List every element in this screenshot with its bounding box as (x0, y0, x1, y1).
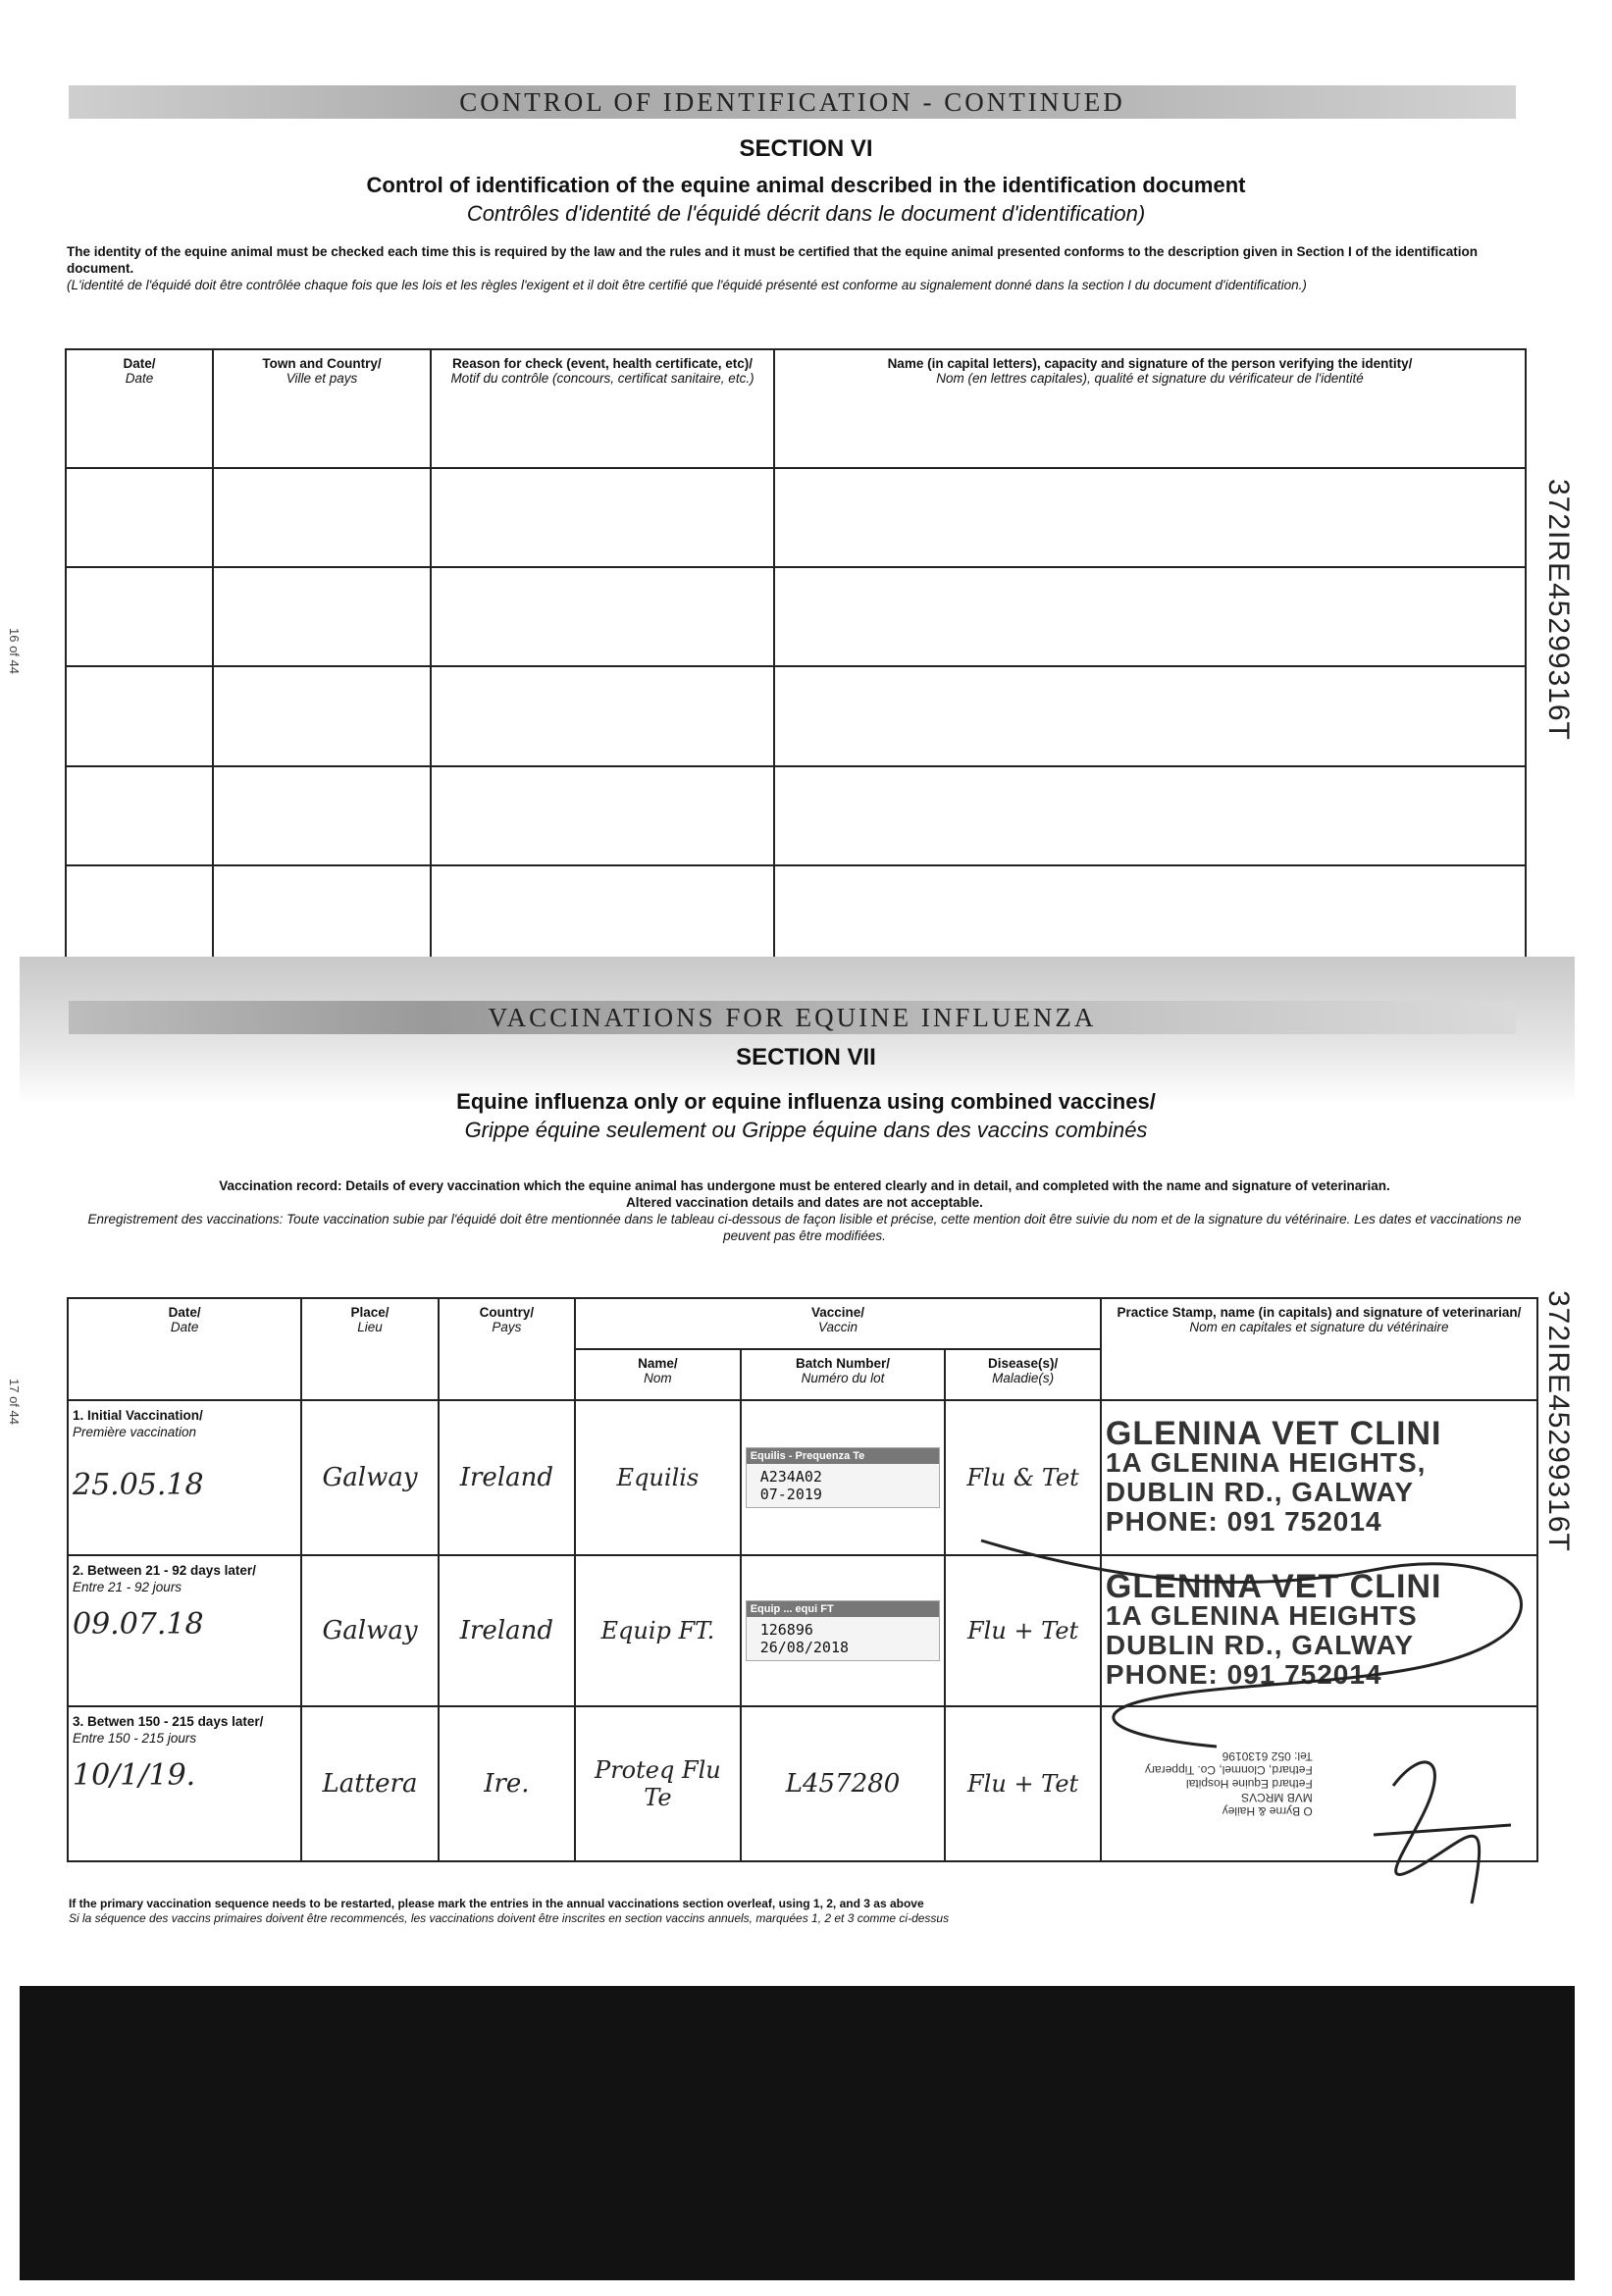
stamp-line: GLENINA VET CLINI (1105, 1568, 1442, 1605)
row2-vaccine: Equip FT. (575, 1555, 741, 1706)
col-batch: Batch Number/ Numéro du lot (741, 1349, 946, 1400)
col-verifier: Name (in capital letters), capacity and signature of the person verifying the identity/ Nom (en lettres capitales), qualité et signature du vérificateur de l'identité (774, 349, 1526, 468)
stamp-line: 1A GLENINA HEIGHTS, (1105, 1447, 1427, 1478)
stamp-line: PHONE: 091 752014 (1105, 1506, 1382, 1537)
row3-disease: Flu + Tet (945, 1706, 1101, 1861)
stamp-line: PHONE: 091 752014 (1105, 1659, 1382, 1690)
section6-heading: SECTION VI (739, 135, 873, 162)
batch-sticker (746, 1447, 941, 1508)
record-en: Vaccination record: Details of every vaccination which the equine animal has undergone must be entered clearly and in detail, and completed with the name and signature of veterinarian. (219, 1178, 1390, 1193)
page-number-bottom: 17 of 44 (7, 1379, 22, 1425)
footnote-fr: Si la séquence des vaccins primaires doivent être recommencés, les vaccinations doivent être inscrites en section vaccins annuels, marquées 1, 2 et 3 comme ci-dessus (69, 1911, 950, 1925)
record-en-2: Altered vaccination details and dates are not acceptable. (626, 1195, 983, 1210)
row2-batch-cell (741, 1555, 946, 1706)
row1-country: Ireland (439, 1400, 575, 1555)
section7-title-en: Equine influenza only or equine influenza using combined vaccines/ (456, 1089, 1156, 1114)
col-vaccine-name: Name/ Nom (575, 1349, 741, 1400)
col-town-country: Town and Country/ Ville et pays (213, 349, 431, 468)
col-vacc-place: Place/ Lieu (301, 1298, 438, 1400)
row3-date-cell: 3. Betwen 150 - 215 days later/ Entre 150 - 215 jours 10/1/19. (68, 1706, 301, 1861)
row1-place: Galway (301, 1400, 438, 1555)
section7-banner: VACCINATIONS FOR EQUINE INFLUENZA (69, 1001, 1516, 1034)
section7-heading: SECTION VII (736, 1044, 876, 1070)
col-date: Date/ Date (66, 349, 213, 468)
col-disease: Disease(s)/ Maladie(s) (945, 1349, 1101, 1400)
table-row (66, 766, 1526, 865)
table-row (66, 865, 1526, 965)
stamp-line: GLENINA VET CLINI (1105, 1415, 1442, 1452)
row1-batch: A234A02 (759, 1468, 822, 1486)
col-reason: Reason for check (event, health certificate, etc)/ Motif du contrôle (concours, certificat sanitaire, etc.) (431, 349, 774, 468)
scan-dark-area (20, 1986, 1575, 2280)
batch-sticker (746, 1600, 941, 1661)
col-vaccine: Vaccine/ Vaccin (575, 1298, 1101, 1349)
row2-date: 09.07.18 (73, 1607, 204, 1642)
row2-batch: 126896 (759, 1621, 813, 1639)
page-number-top: 16 of 44 (7, 628, 22, 674)
section6-instructions (67, 243, 1499, 293)
sticker-head: Equip ... equi FT (747, 1601, 940, 1617)
col-vet-stamp: Practice Stamp, name (in capitals) and signature of veterinarian/ Nom en capitales et signature du vétérinaire (1101, 1298, 1537, 1400)
row3-place: Lattera (301, 1706, 438, 1861)
row3-date: 10/1/19. (73, 1758, 196, 1793)
section6-instr-en: The identity of the equine animal must be checked each time this is required by the law and the rules and it must be certified that the equine animal presented conforms to the description given in Section I of the identification document. (67, 244, 1479, 276)
row1-date: 25.05.18 (73, 1468, 204, 1502)
section6-banner: CONTROL OF IDENTIFICATION - CONTINUED (69, 85, 1516, 119)
table-row (66, 468, 1526, 567)
side-id-top: 372IRE45299316T (1542, 479, 1575, 741)
sticker-head: Equilis - Prequenza Te (747, 1448, 940, 1464)
side-id-bottom: 372IRE45299316T (1542, 1290, 1575, 1552)
row3-batch: L457280 (741, 1706, 946, 1861)
veterinarian-signature (962, 1511, 1589, 1943)
row2-disease: Flu + Tet (945, 1555, 1101, 1706)
row1-batch-cell (741, 1400, 946, 1555)
identity-check-table (65, 348, 1527, 966)
row2-expiry: 26/08/2018 (759, 1639, 850, 1656)
row1-disease: Flu & Tet (945, 1400, 1101, 1555)
section7-title-fr: Grippe équine seulement ou Grippe équine dans des vaccins combinés (464, 1118, 1148, 1142)
section7-footnote (69, 1897, 1540, 1926)
row1-vaccine: Equilis (575, 1400, 741, 1555)
row2-country: Ireland (439, 1555, 575, 1706)
stamp-line: DUBLIN RD., GALWAY (1105, 1630, 1415, 1660)
stamp-line: 1A GLENINA HEIGHTS (1105, 1600, 1418, 1631)
row3-vaccine: Proteq Flu Te (575, 1706, 741, 1861)
row2-date-cell: 2. Between 21 - 92 days later/ Entre 21 - 92 jours 09.07.18 (68, 1555, 301, 1706)
row1-date-cell: 1. Initial Vaccination/ Première vaccination 25.05.18 (68, 1400, 301, 1555)
row2-place: Galway (301, 1555, 438, 1706)
section6-instr-fr: (L'identité de l'équidé doit être contrôlée chaque fois que les lois et les règles l'exigent et il doit être certifié que l'équidé présenté est conforme au signalement donné dans la section I du document d'identification.) (67, 278, 1307, 292)
section6-title-en: Control of identification of the equine animal described in the identification document (366, 173, 1246, 197)
upside-down-stamp: O Byrne & Hailey MVB MRCVS Fethard Equine Hospital Fethard, Clonmel, Co. Tipperary Tel: 052 6130196 (1144, 1749, 1313, 1818)
table-row (66, 666, 1526, 765)
stamp-line: DUBLIN RD., GALWAY (1105, 1477, 1415, 1507)
col-vacc-country: Country/ Pays (439, 1298, 575, 1400)
row3-country: Ire. (439, 1706, 575, 1861)
record-fr: Enregistrement des vaccinations: Toute vaccination subie par l'équidé doit être mentionnée dans le tableau ci-dessous de façon lisible et précise, cette mention doit être suivie du nom et de la signature du vétérinaire. Les dates et vaccinations ne peuvent pas être modifiées. (87, 1212, 1522, 1243)
row1-expiry: 07-2019 (759, 1486, 822, 1503)
col-vacc-date: Date/ Date (68, 1298, 301, 1400)
section7-record-text (69, 1177, 1540, 1244)
footnote-en: If the primary vaccination sequence needs to be restarted, please mark the entries in the annual vaccinations section overleaf, using 1, 2, and 3 as above (69, 1897, 924, 1910)
table-row (66, 567, 1526, 666)
section6-title-fr: Contrôles d'identité de l'équidé décrit dans le document d'identification) (466, 201, 1146, 226)
